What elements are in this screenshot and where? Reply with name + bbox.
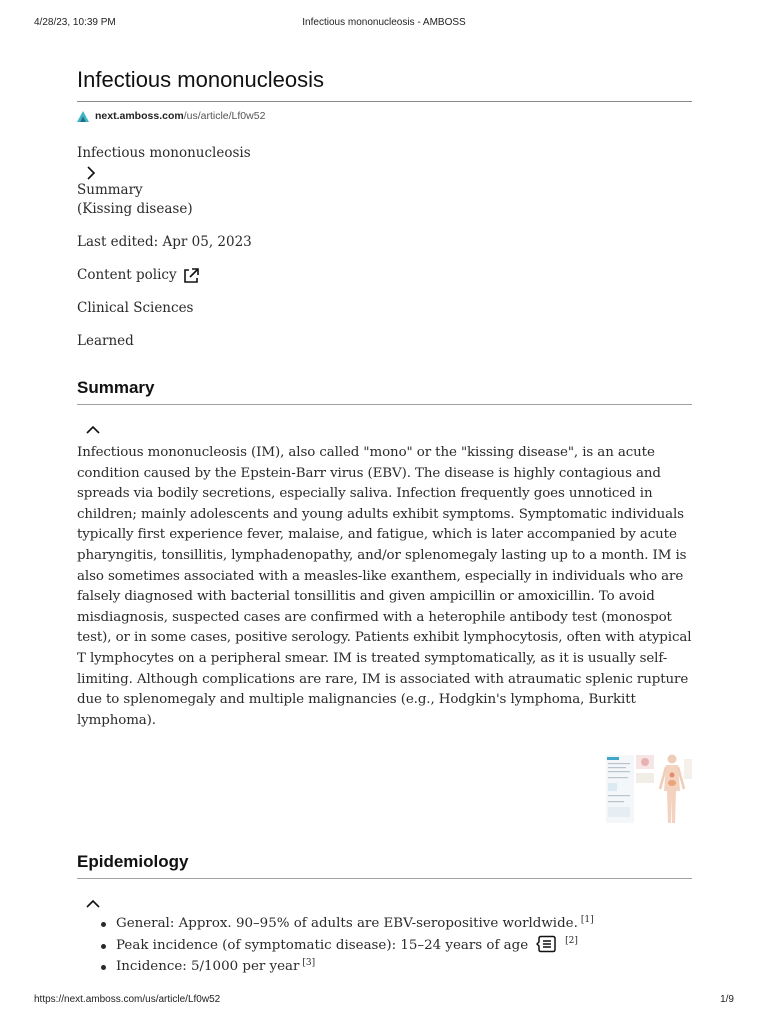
chevron-up-icon[interactable] [85,897,101,909]
print-url: https://next.amboss.com/us/article/Lf0w52 [34,994,221,1005]
summary-heading: Summary [77,373,692,405]
list-item [77,956,692,978]
summary-text: Infectious mononucleosis (IM), also called "mono" or the "kissing disease", is an acute condition caused by the Epstein-Barr virus (EBV). The disease is highly contagious and spreads via bodily secretions, especially saliva. Infection frequently goes unnoticed in children; mainly adolescents and young adults exhibit symptoms. Symptomatic individuals typically first experience fever, malaise, and fatigue, which is later accompanied by acute pharyngitis, tonsillitis, lymphadenopathy, and/or splenomegaly lasting up to a month. IM is also sometimes associated with a measles-like exanthem, especially in individuals who are falsely diagnosed with bacterial tonsillitis and given ampicillin or amoxicillin. To avoid misdiagnosis, suspected cases are confirmed with a heterophile antibody test (monospot test), or in some cases, positive serology. Patients exhibit lymphocytosis, often with atypical T lymphocytes on a peripheral smear. IM is treated symptomatically, as it is usually self-limiting. Although complications are rare, IM is associated with atraumatic splenic rupture due to splenomegaly and multiple malignancies (e.g., Hodgkin's lymphoma, Burkitt lymphoma). [77,445,692,728]
print-datetime: 4/28/23, 10:39 PM [34,17,116,28]
print-page-title: Infectious mononucleosis - AMBOSS [302,17,466,28]
summary-figure[interactable] [77,753,692,833]
article-synonym: (Kissing disease) [77,201,193,217]
url-domain: next.amboss.com [95,110,184,122]
category-tag: Clinical Sciences [77,300,194,316]
content-policy-label: Content policy [77,267,177,283]
url-path: /us/article/Lf0w52 [183,110,266,122]
last-edited: Last edited: Apr 05, 2023 [77,234,252,250]
external-link-icon [182,267,200,285]
print-page-number: 1/9 [720,994,734,1005]
print-footer [0,994,768,1008]
chevron-right-icon [86,165,96,181]
print-header [0,17,768,31]
article-title: Infectious mononucleosis [77,66,692,102]
reference-link[interactable]: [3] [302,957,316,968]
epidemiology-heading: Epidemiology [77,847,692,879]
learned-status[interactable]: Learned [77,333,134,349]
content-policy-link[interactable] [77,266,692,285]
breadcrumb-item-section[interactable]: Summary [77,182,143,198]
list-item [77,935,692,957]
reference-link[interactable]: [2] [565,936,578,947]
epidemiology-item-text: Peak incidence (of symptomatic disease): 15–24 years of age [116,937,529,953]
reference-link[interactable]: [1] [580,914,594,925]
article-url[interactable] [77,108,692,124]
list-item [77,913,692,935]
infographic-thumbnail[interactable] [606,753,692,829]
article-page [77,66,692,978]
breadcrumb-item-article[interactable]: Infectious mononucleosis [77,145,251,161]
study-note-icon[interactable] [536,935,558,953]
chevron-up-icon[interactable] [85,423,101,435]
epidemiology-list [77,913,692,978]
epidemiology-item-text: Incidence: 5/1000 per year [116,959,300,975]
amboss-logo-icon [77,111,89,122]
epidemiology-item-text: General: Approx. 90–95% of adults are EBV-seropositive worldwide. [116,916,578,932]
